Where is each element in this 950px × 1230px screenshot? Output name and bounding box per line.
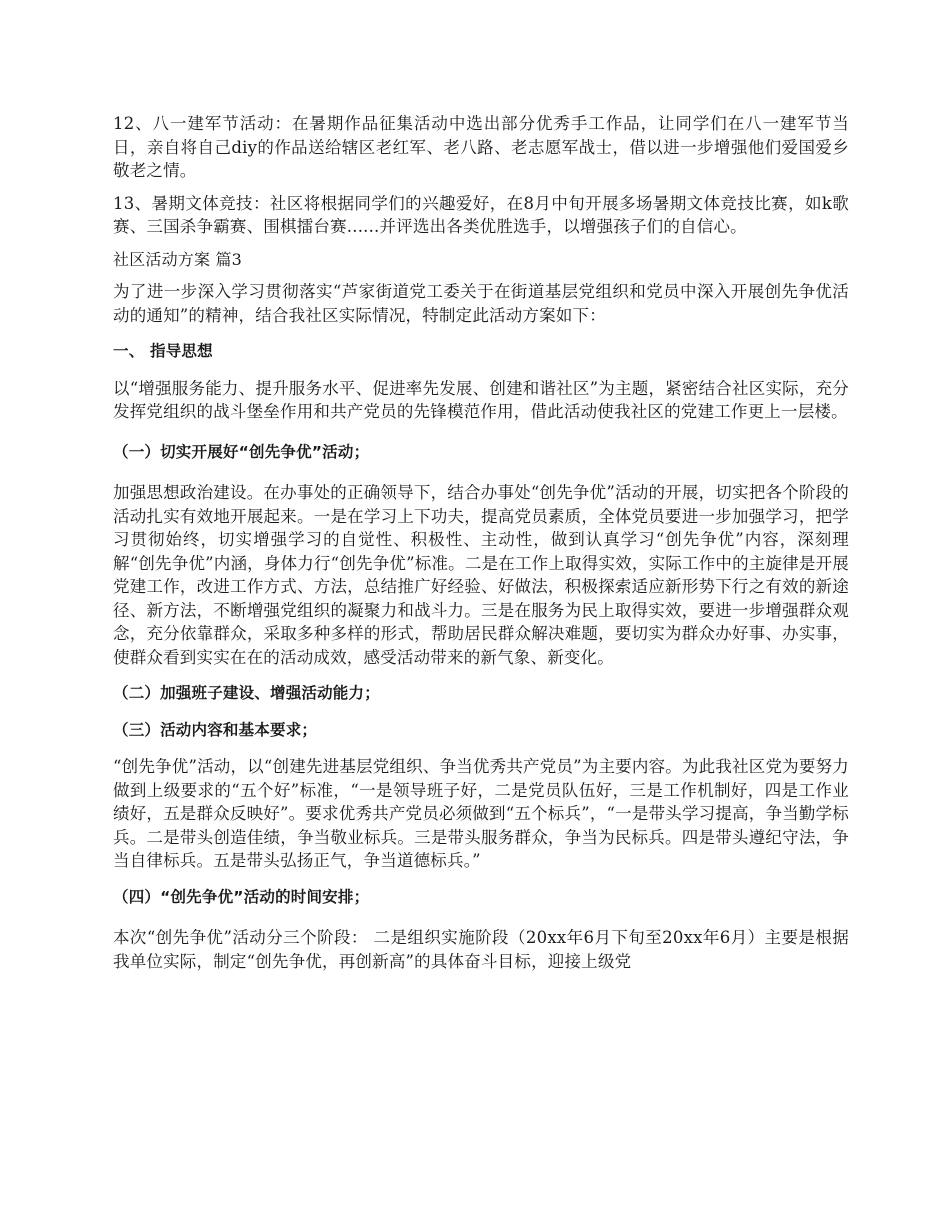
- heading-sub1: （一）切实开展好“创先争优”活动；: [113, 442, 370, 461]
- heading-sub3: （三）活动内容和基本要求；: [113, 720, 318, 739]
- heading-sub4: （四）“创先争优”活动的时间安排；: [113, 887, 370, 906]
- paragraph-item-12: 12、八一建军节活动：在暑期作品征集活动中选出部分优秀手工作品，让同学们在八一建军节当日，亲自将自己diy的作品送给辖区老红军、老八路、老志愿军战士，借以进一步增强他们爱国爱乡敬老之情。: [113, 114, 849, 180]
- sub4-paragraph: 本次“创先争优”活动分三个阶段： 二是组织实施阶段（20xx年6月下旬至20xx年6月）主要是根据我单位实际，制定“创先争优，再创新高”的具体奋斗目标，迎接上级党: [113, 928, 849, 971]
- guiding-paragraph: 以“增强服务能力、提升服务水平、促进率先发展、创建和谐社区”为主题，紧密结合社区实际，充分发挥党组织的战斗堡垒作用和共产党员的先锋模范作用，借此活动使我社区的党建工作更上一层楼。: [113, 378, 849, 421]
- sub1-paragraph: 加强思想政治建设。在办事处的正确领导下，结合办事处“创先争优”活动的开展，切实把各个阶段的活动扎实有效地开展起来。一是在学习上下功夫，提高党员素质，全体党员要进一步加强学习，把学习贯彻始终，切实增强学习的自觉性、积极性、主动性，做到认真学习“创先争优”内容，深刻理解“创先争优”内涵，身体力行“创先争优”标准。二是在工作上取得实效，实际工作中的主旋律是开展党建工作，改进工作方式、方法，总结推广好经验、好做法，积极探索适应新形势下行之有效的新途径、新方法，不断增强党组织的凝聚力和战斗力。三是在服务为民上取得实效，要进一步增强群众观念，充分依靠群众，采取多种多样的形式，帮助居民群众解决难题，要切实为群众办好事、办实事，使群众看到实实在在的活动成效，感受活动带来的新气象、新变化。: [113, 483, 849, 667]
- heading-guiding-ideology: 一、 指导思想: [113, 342, 213, 360]
- intro-paragraph: 为了进一步深入学习贯彻落实“芦家街道党工委关于在街道基层党组织和党员中深入开展创先争优活动的通知”的精神，结合我社区实际情况，特制定此活动方案如下：: [113, 282, 849, 325]
- sub3-paragraph: “创先争优”活动，以“创建先进基层党组织、争当优秀共产党员”为主要内容。为此我社区党为要努力做到上级要求的“五个好”标准，“一是领导班子好，二是党员队伍好，三是工作机制好，四是工作业绩好，五是群众反映好”。要求优秀共产党员必须做到“五个标兵”，“一是带头学习提高，争当勤学标兵。二是带头创造佳绩，争当敬业标兵。三是带头服务群众，争当为民标兵。四是带头遵纪守法，争当自律标兵。五是带头弘扬正气，争当道德标兵。”: [113, 757, 849, 870]
- heading-sub2: （二）加强班子建设、增强活动能力；: [113, 684, 380, 702]
- paragraph-item-13: 13、暑期文体竞技：社区将根据同学们的兴趣爱好，在8月中旬开展多场暑期文体竞技比赛，如k歌赛、三国杀争霸赛、围棋擂台赛......并评选出各类优胜选手，以增强孩子们的自信心。: [113, 193, 849, 236]
- document-page: [113, 112, 849, 973]
- section-title: 社区活动方案 篇3: [113, 249, 243, 269]
